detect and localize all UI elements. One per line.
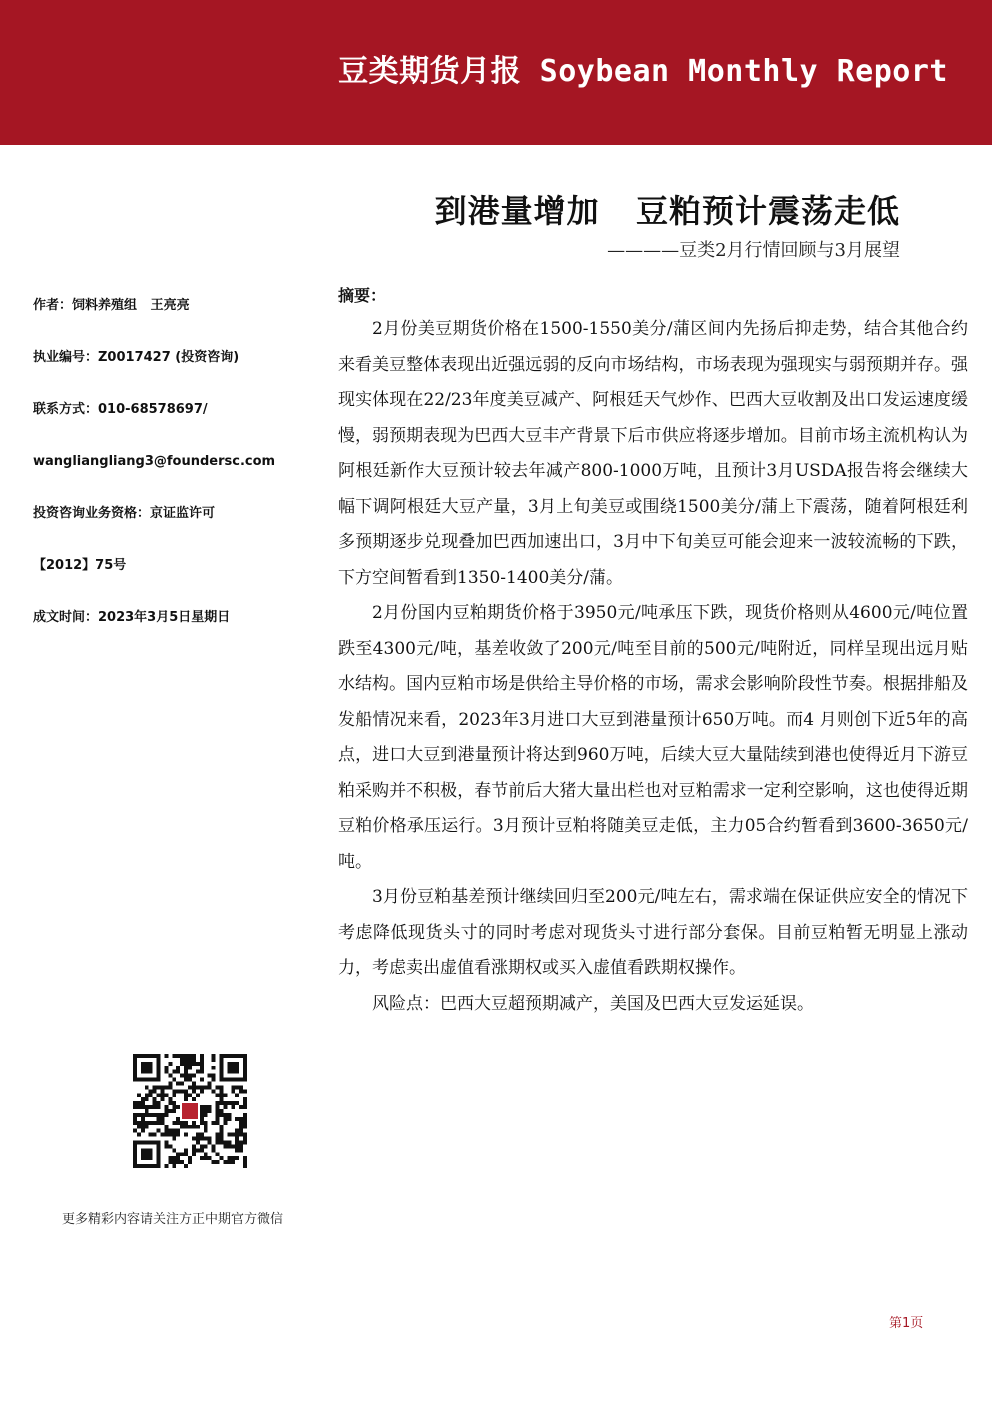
contact-email[interactable]: wangliangliang3@foundersc.com <box>33 454 276 469</box>
page-number: 第1页 <box>889 1316 924 1331</box>
risk-paragraph: 风险点：巴西大豆超预期减产，美国及巴西大豆发运延误。 <box>372 993 814 1014</box>
summary-paragraph: 3月份豆粕基差预计继续回归至200元/吨左右，需求端在保证供应安全的情况下考虑降低现货头寸的同时考虑对现货头寸进行部分套保。目前豆粕暂无明显上涨动力，考虑卖出虚值看涨期权或买入虚值看跌期权操作。 <box>338 887 968 978</box>
author-info-sidebar <box>33 296 303 660</box>
qr-code-icon <box>133 1054 247 1168</box>
report-subtitle: ————豆类2月行情回顾与3月展望 <box>607 240 900 261</box>
contact-phone: 联系方式：010-68578697/ <box>33 402 208 417</box>
license-number: 执业编号：Z0017427 (投资咨询) <box>33 350 240 365</box>
summary-paragraph: 2月份国内豆粕期货价格于3950元/吨承压下跌，现货价格则从4600元/吨位置跌至4300元/吨，基差收敛了200元/吨至目前的500元/吨附近，同样呈现出远月贴水结构。国内豆粕市场是供给主导价格的市场，需求会影响阶段性节奏。根据排船及发船情况来看，2023年3月进口大豆到港量预计650万吨。而4 月则创下近5年的高点，进口大豆到港量预计将达到960万吨，后续大豆大量陆续到港也使得近月下游豆粕采购并不积极，春节前后大猪大量出栏也对豆粕需求一定利空影响，这也使得近期豆粕价格承压运行。3月预计豆粕将随美豆走低，主力05合约暂看到3600-3650元/吨。 <box>338 603 968 872</box>
qualification-number: 【2012】75号 <box>33 558 127 573</box>
header-banner <box>0 0 992 145</box>
summary-body <box>338 312 968 1022</box>
report-title: 到港量增加 豆粕预计震荡走低 <box>434 192 900 230</box>
summary-heading: 摘要： <box>338 286 387 305</box>
report-series-title: 豆类期货月报 Soybean Monthly Report <box>338 54 948 89</box>
wechat-qr-code <box>133 1054 247 1168</box>
author-line: 作者：饲料养殖组 王亮亮 <box>33 298 190 313</box>
publish-date: 成文时间：2023年3月5日星期日 <box>33 610 231 625</box>
qualification-line: 投资咨询业务资格：京证监许可 <box>33 506 216 521</box>
summary-paragraph: 2月份美豆期货价格在1500-1550美分/蒲区间内先扬后抑走势，结合其他合约来看美豆整体表现出近强远弱的反向市场结构，市场表现为强现实与弱预期并存。强现实体现在22/23年度美豆减产、阿根廷天气炒作、巴西大豆收割及出口发运速度缓慢，弱预期表现为巴西大豆丰产背景下后市供应将逐步增加。目前市场主流机构认为阿根廷新作大豆预计较去年减产800-1000万吨，且预计3月USDA报告将会继续大幅下调阿根廷大豆产量，3月上旬美豆或围绕1500美分/蒲上下震荡，随着阿根廷利多预期逐步兑现叠加巴西加速出口，3月中下旬美豆可能会迎来一波较流畅的下跌，下方空间暂看到1350-1400美分/蒲。 <box>338 319 968 588</box>
qr-caption: 更多精彩内容请关注方正中期官方微信 <box>62 1212 284 1227</box>
